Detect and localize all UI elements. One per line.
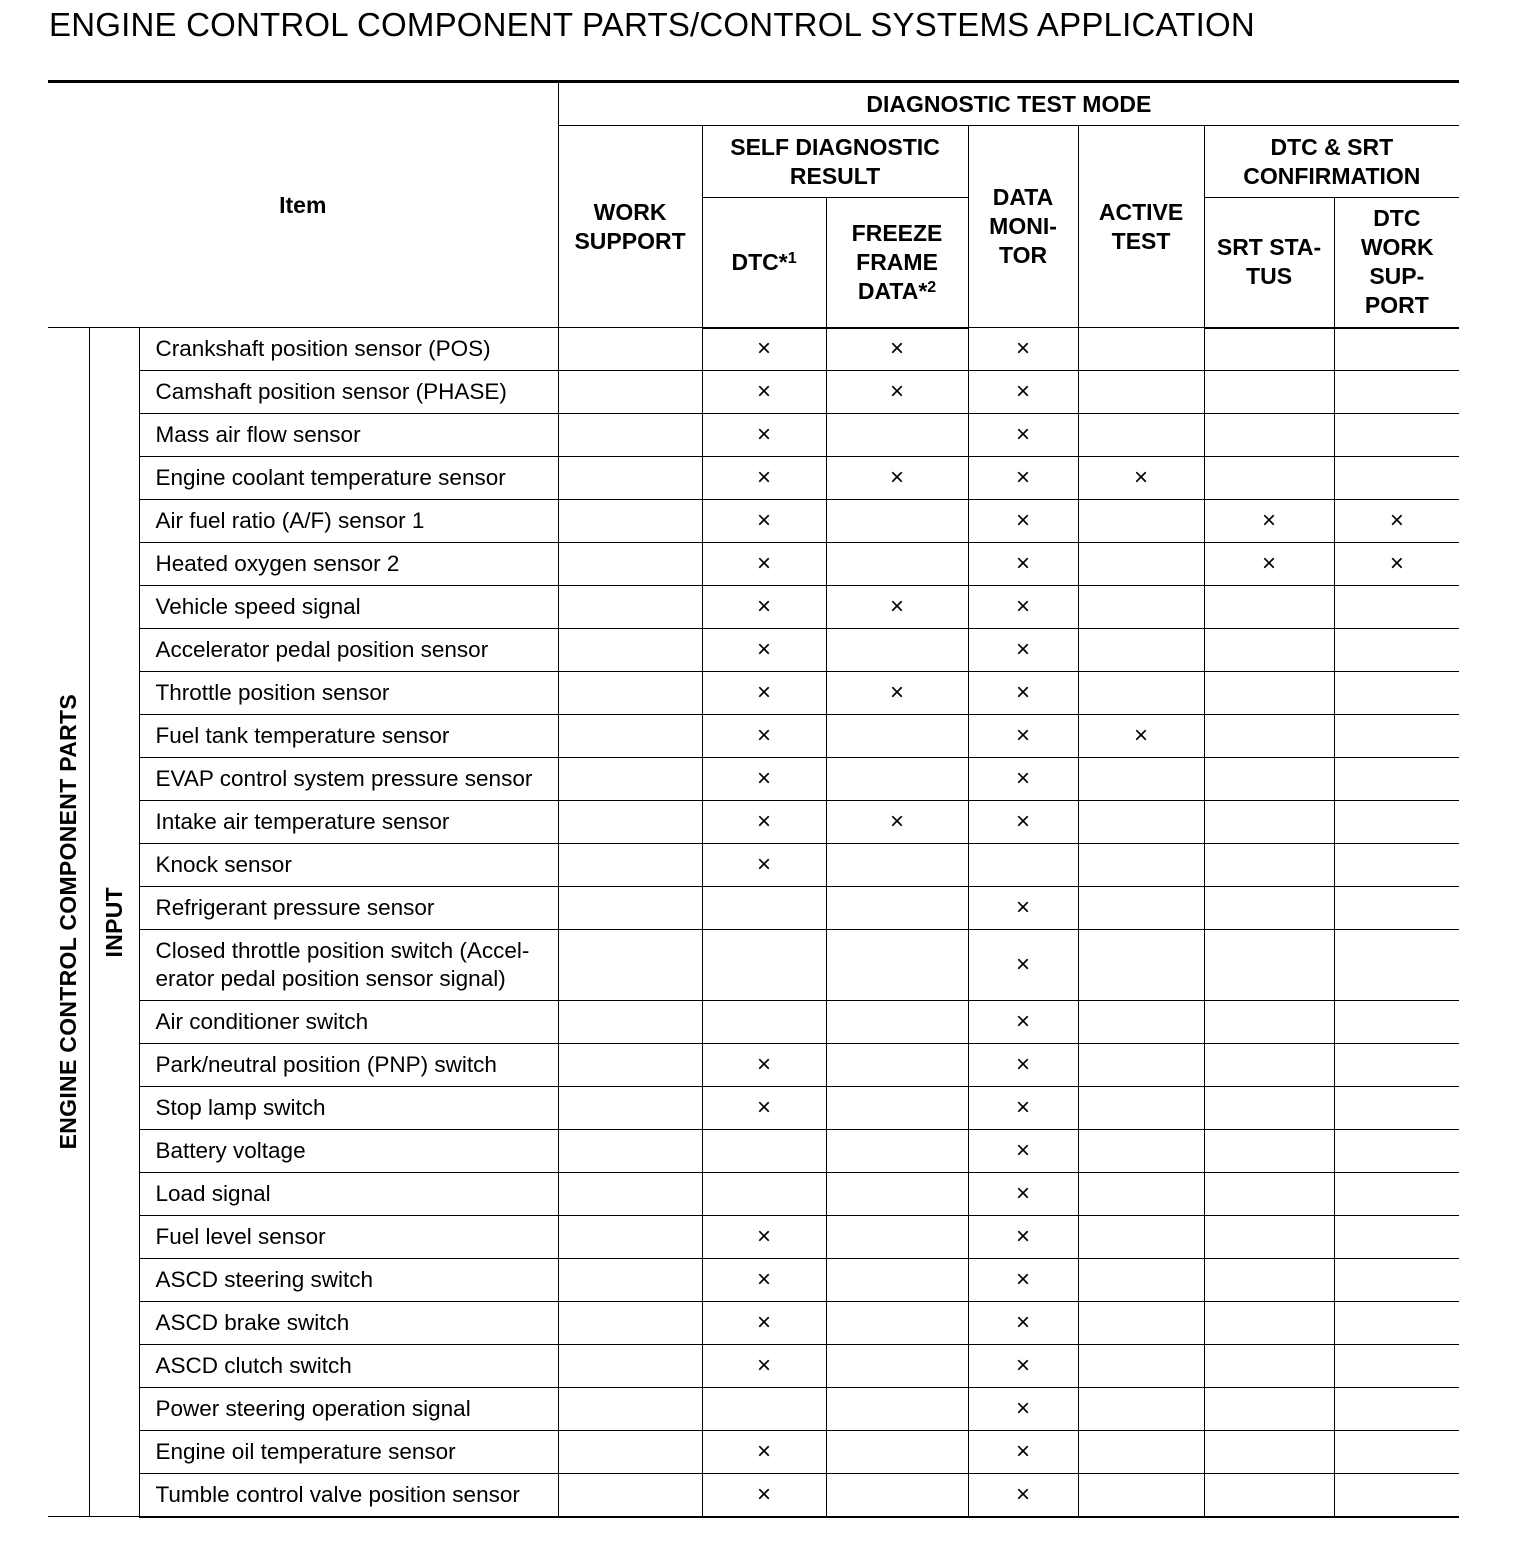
active-test-mark-cell bbox=[1078, 844, 1204, 887]
dtc-mark-cell: × bbox=[702, 328, 826, 371]
work-support-mark-cell bbox=[558, 1130, 702, 1173]
dtc-mark-cell bbox=[702, 930, 826, 1001]
freeze-frame-data-mark-cell bbox=[826, 844, 968, 887]
srt-status-mark-cell: × bbox=[1204, 500, 1334, 543]
data-monitor-mark-cell bbox=[968, 844, 1078, 887]
dtc-work-support-mark-cell bbox=[1334, 1388, 1459, 1431]
table-row bbox=[48, 414, 1459, 457]
data-monitor-mark-cell: × bbox=[968, 500, 1078, 543]
subgroup-label: INPUT bbox=[100, 886, 127, 958]
srt-status-mark-cell bbox=[1204, 1388, 1334, 1431]
dtc-work-support-mark-cell bbox=[1334, 801, 1459, 844]
item-cell: Power steering operation signal bbox=[139, 1388, 558, 1431]
freeze-frame-data-mark-cell: × bbox=[826, 371, 968, 414]
srt-status-mark-cell bbox=[1204, 1216, 1334, 1259]
active-test-header: ACTIVE TEST bbox=[1078, 126, 1204, 328]
table-row bbox=[48, 1173, 1459, 1216]
dtc-work-support-mark-cell bbox=[1334, 1173, 1459, 1216]
dtc-mark-cell: × bbox=[702, 715, 826, 758]
dtc-mark-cell: × bbox=[702, 1259, 826, 1302]
group-label: ENGINE CONTROL COMPONENT PARTS bbox=[54, 694, 81, 1150]
item-cell: Battery voltage bbox=[139, 1130, 558, 1173]
active-test-mark-cell bbox=[1078, 1474, 1204, 1517]
table-row bbox=[48, 1216, 1459, 1259]
item-cell: Air fuel ratio (A/F) sensor 1 bbox=[139, 500, 558, 543]
dtc-mark-cell: × bbox=[702, 1431, 826, 1474]
active-test-mark-cell bbox=[1078, 1173, 1204, 1216]
dtc-work-support-mark-cell: × bbox=[1334, 543, 1459, 586]
item-cell: Engine oil temperature sensor bbox=[139, 1431, 558, 1474]
dtc-mark-cell: × bbox=[702, 758, 826, 801]
subgroup-label-cell bbox=[89, 328, 139, 1517]
dtc-work-support-mark-cell bbox=[1334, 1302, 1459, 1345]
table-row bbox=[48, 629, 1459, 672]
work-support-mark-cell bbox=[558, 887, 702, 930]
dtc-work-support-mark-cell: × bbox=[1334, 500, 1459, 543]
table-row bbox=[48, 758, 1459, 801]
dtc-mark-cell bbox=[702, 1173, 826, 1216]
freeze-frame-data-mark-cell bbox=[826, 1173, 968, 1216]
item-cell: Heated oxygen sensor 2 bbox=[139, 543, 558, 586]
table-row bbox=[48, 1345, 1459, 1388]
table-row bbox=[48, 844, 1459, 887]
srt-status-mark-cell bbox=[1204, 887, 1334, 930]
active-test-mark-cell bbox=[1078, 1259, 1204, 1302]
active-test-mark-cell bbox=[1078, 414, 1204, 457]
active-test-mark-cell bbox=[1078, 1345, 1204, 1388]
active-test-mark-cell bbox=[1078, 371, 1204, 414]
srt-status-mark-cell bbox=[1204, 801, 1334, 844]
data-monitor-mark-cell: × bbox=[968, 672, 1078, 715]
table-row bbox=[48, 543, 1459, 586]
freeze-frame-data-mark-cell bbox=[826, 758, 968, 801]
data-monitor-mark-cell: × bbox=[968, 887, 1078, 930]
dtc-work-support-mark-cell bbox=[1334, 371, 1459, 414]
table-row bbox=[48, 715, 1459, 758]
work-support-mark-cell bbox=[558, 328, 702, 371]
dtc-footnote-marker: 1 bbox=[787, 249, 797, 267]
table-row bbox=[48, 1388, 1459, 1431]
work-support-mark-cell bbox=[558, 629, 702, 672]
active-test-mark-cell bbox=[1078, 586, 1204, 629]
data-monitor-mark-cell: × bbox=[968, 457, 1078, 500]
data-monitor-mark-cell: × bbox=[968, 1259, 1078, 1302]
item-cell: Refrigerant pressure sensor bbox=[139, 887, 558, 930]
matrix-body bbox=[48, 328, 1459, 1517]
data-monitor-mark-cell: × bbox=[968, 715, 1078, 758]
diagnostic-test-mode-header: DIAGNOSTIC TEST MODE bbox=[558, 82, 1459, 126]
freeze-frame-data-mark-cell bbox=[826, 414, 968, 457]
dtc-mark-cell: × bbox=[702, 414, 826, 457]
work-support-header: WORK SUPPORT bbox=[558, 126, 702, 328]
freeze-frame-data-mark-cell bbox=[826, 1044, 968, 1087]
table-row bbox=[48, 1431, 1459, 1474]
item-cell: Vehicle speed signal bbox=[139, 586, 558, 629]
item-cell: ASCD steering switch bbox=[139, 1259, 558, 1302]
table-row bbox=[48, 457, 1459, 500]
dtc-work-support-mark-cell bbox=[1334, 1259, 1459, 1302]
dtc-mark-cell bbox=[702, 887, 826, 930]
table-row bbox=[48, 500, 1459, 543]
srt-status-header: SRT STA- TUS bbox=[1204, 198, 1334, 328]
srt-status-mark-cell bbox=[1204, 844, 1334, 887]
table-row bbox=[48, 1302, 1459, 1345]
item-cell: EVAP control system pressure sensor bbox=[139, 758, 558, 801]
freeze-frame-data-mark-cell bbox=[826, 887, 968, 930]
active-test-mark-cell bbox=[1078, 887, 1204, 930]
active-test-mark-cell bbox=[1078, 1001, 1204, 1044]
active-test-mark-cell bbox=[1078, 1388, 1204, 1431]
freeze-frame-data-mark-cell bbox=[826, 1087, 968, 1130]
dtc-mark-cell: × bbox=[702, 1216, 826, 1259]
item-cell: Air conditioner switch bbox=[139, 1001, 558, 1044]
dtc-mark-cell: × bbox=[702, 1345, 826, 1388]
freeze-frame-data-mark-cell: × bbox=[826, 586, 968, 629]
active-test-mark-cell: × bbox=[1078, 715, 1204, 758]
active-test-mark-cell bbox=[1078, 1044, 1204, 1087]
data-monitor-mark-cell: × bbox=[968, 1001, 1078, 1044]
srt-status-mark-cell bbox=[1204, 930, 1334, 1001]
dtc-work-support-mark-cell bbox=[1334, 1001, 1459, 1044]
dtc-mark-cell: × bbox=[702, 371, 826, 414]
item-cell: Crankshaft position sensor (POS) bbox=[139, 328, 558, 371]
work-support-mark-cell bbox=[558, 1302, 702, 1345]
srt-status-mark-cell bbox=[1204, 1001, 1334, 1044]
freeze-frame-data-mark-cell bbox=[826, 500, 968, 543]
table-row bbox=[48, 586, 1459, 629]
work-support-mark-cell bbox=[558, 1259, 702, 1302]
data-monitor-header: DATA MONI- TOR bbox=[968, 126, 1078, 328]
data-monitor-mark-cell: × bbox=[968, 1388, 1078, 1431]
active-test-mark-cell bbox=[1078, 1431, 1204, 1474]
table-row bbox=[48, 1001, 1459, 1044]
work-support-mark-cell bbox=[558, 844, 702, 887]
dtc-mark-cell bbox=[702, 1130, 826, 1173]
data-monitor-mark-cell: × bbox=[968, 543, 1078, 586]
srt-status-mark-cell bbox=[1204, 414, 1334, 457]
dtc-work-support-mark-cell bbox=[1334, 414, 1459, 457]
active-test-mark-cell bbox=[1078, 1087, 1204, 1130]
freeze-frame-data-mark-cell bbox=[826, 1001, 968, 1044]
srt-status-mark-cell bbox=[1204, 1302, 1334, 1345]
diagnostic-matrix-table bbox=[48, 80, 1459, 1518]
work-support-mark-cell bbox=[558, 371, 702, 414]
srt-status-mark-cell bbox=[1204, 758, 1334, 801]
freeze-frame-data-mark-cell bbox=[826, 1216, 968, 1259]
data-monitor-mark-cell: × bbox=[968, 801, 1078, 844]
table-row bbox=[48, 328, 1459, 371]
data-monitor-mark-cell: × bbox=[968, 586, 1078, 629]
data-monitor-mark-cell: × bbox=[968, 371, 1078, 414]
work-support-mark-cell bbox=[558, 586, 702, 629]
item-cell: Knock sensor bbox=[139, 844, 558, 887]
work-support-mark-cell bbox=[558, 414, 702, 457]
work-support-mark-cell bbox=[558, 715, 702, 758]
dtc-work-support-mark-cell bbox=[1334, 586, 1459, 629]
freeze-frame-data-header: FREEZE FRAME DATA*$^2$ bbox=[826, 198, 968, 328]
dtc-mark-cell: × bbox=[702, 629, 826, 672]
data-monitor-mark-cell: × bbox=[968, 1173, 1078, 1216]
item-cell: Camshaft position sensor (PHASE) bbox=[139, 371, 558, 414]
item-cell: Intake air temperature sensor bbox=[139, 801, 558, 844]
data-monitor-mark-cell: × bbox=[968, 1216, 1078, 1259]
dtc-mark-cell: × bbox=[702, 457, 826, 500]
srt-status-mark-cell bbox=[1204, 1173, 1334, 1216]
dtc-work-support-mark-cell bbox=[1334, 758, 1459, 801]
srt-status-mark-cell bbox=[1204, 328, 1334, 371]
dtc-work-support-mark-cell bbox=[1334, 328, 1459, 371]
dtc-work-support-mark-cell bbox=[1334, 1044, 1459, 1087]
srt-status-mark-cell bbox=[1204, 1087, 1334, 1130]
item-cell: ASCD clutch switch bbox=[139, 1345, 558, 1388]
item-cell: Stop lamp switch bbox=[139, 1087, 558, 1130]
srt-status-mark-cell bbox=[1204, 1474, 1334, 1517]
item-cell: Fuel level sensor bbox=[139, 1216, 558, 1259]
active-test-mark-cell bbox=[1078, 1302, 1204, 1345]
freeze-frame-data-mark-cell bbox=[826, 1474, 968, 1517]
dtc-work-support-mark-cell bbox=[1334, 930, 1459, 1001]
dtc-work-support-mark-cell bbox=[1334, 1345, 1459, 1388]
dtc-srt-confirmation-header: DTC & SRT CONFIRMATION bbox=[1204, 126, 1459, 198]
page-title: ENGINE CONTROL COMPONENT PARTS/CONTROL SYSTEMS APPLICATION bbox=[49, 6, 1255, 43]
work-support-mark-cell bbox=[558, 500, 702, 543]
data-monitor-mark-cell: × bbox=[968, 930, 1078, 1001]
work-support-mark-cell bbox=[558, 543, 702, 586]
srt-status-mark-cell bbox=[1204, 1431, 1334, 1474]
group-label-cell bbox=[48, 328, 89, 1517]
item-cell: Load signal bbox=[139, 1173, 558, 1216]
work-support-mark-cell bbox=[558, 801, 702, 844]
srt-status-mark-cell bbox=[1204, 1044, 1334, 1087]
data-monitor-mark-cell: × bbox=[968, 1431, 1078, 1474]
active-test-mark-cell bbox=[1078, 930, 1204, 1001]
dtc-work-support-mark-cell bbox=[1334, 1130, 1459, 1173]
dtc-mark-cell: × bbox=[702, 500, 826, 543]
freeze-frame-data-mark-cell: × bbox=[826, 457, 968, 500]
freeze-frame-data-mark-cell bbox=[826, 1388, 968, 1431]
data-monitor-mark-cell: × bbox=[968, 414, 1078, 457]
srt-status-mark-cell bbox=[1204, 629, 1334, 672]
dtc-work-support-mark-cell bbox=[1334, 672, 1459, 715]
active-test-mark-cell bbox=[1078, 328, 1204, 371]
item-cell: Throttle position sensor bbox=[139, 672, 558, 715]
dtc-mark-cell: × bbox=[702, 801, 826, 844]
item-cell: Closed throttle position switch (Accel- erator pedal position sensor signal) bbox=[139, 930, 558, 1001]
srt-status-mark-cell bbox=[1204, 371, 1334, 414]
item-cell: Tumble control valve position sensor bbox=[139, 1474, 558, 1517]
dtc-work-support-mark-cell bbox=[1334, 1087, 1459, 1130]
active-test-mark-cell bbox=[1078, 543, 1204, 586]
freeze-frame-data-mark-cell bbox=[826, 629, 968, 672]
dtc-work-support-mark-cell bbox=[1334, 1474, 1459, 1517]
freeze-frame-data-mark-cell: × bbox=[826, 801, 968, 844]
table-row bbox=[48, 1044, 1459, 1087]
item-cell: Accelerator pedal position sensor bbox=[139, 629, 558, 672]
srt-status-mark-cell bbox=[1204, 1345, 1334, 1388]
dtc-mark-cell: × bbox=[702, 844, 826, 887]
active-test-mark-cell bbox=[1078, 758, 1204, 801]
work-support-mark-cell bbox=[558, 672, 702, 715]
work-support-mark-cell bbox=[558, 1173, 702, 1216]
table-row bbox=[48, 930, 1459, 1001]
table-row bbox=[48, 801, 1459, 844]
self-diagnostic-result-header: SELF DIAGNOSTIC RESULT bbox=[702, 126, 968, 198]
dtc-work-support-mark-cell bbox=[1334, 844, 1459, 887]
dtc-mark-cell: × bbox=[702, 1087, 826, 1130]
data-monitor-mark-cell: × bbox=[968, 1302, 1078, 1345]
item-cell: Fuel tank temperature sensor bbox=[139, 715, 558, 758]
dtc-header: DTC*$^1$ bbox=[702, 198, 826, 328]
work-support-mark-cell bbox=[558, 1044, 702, 1087]
freeze-frame-data-mark-cell bbox=[826, 1259, 968, 1302]
work-support-mark-cell bbox=[558, 1345, 702, 1388]
dtc-work-support-mark-cell bbox=[1334, 457, 1459, 500]
dtc-mark-cell: × bbox=[702, 586, 826, 629]
srt-status-mark-cell bbox=[1204, 1130, 1334, 1173]
srt-status-mark-cell bbox=[1204, 672, 1334, 715]
work-support-mark-cell bbox=[558, 1216, 702, 1259]
table-row bbox=[48, 887, 1459, 930]
dtc-mark-cell: × bbox=[702, 543, 826, 586]
work-support-mark-cell bbox=[558, 1431, 702, 1474]
work-support-mark-cell bbox=[558, 1474, 702, 1517]
work-support-mark-cell bbox=[558, 758, 702, 801]
srt-status-mark-cell bbox=[1204, 586, 1334, 629]
active-test-mark-cell bbox=[1078, 672, 1204, 715]
work-support-mark-cell bbox=[558, 1388, 702, 1431]
dtc-mark-cell bbox=[702, 1001, 826, 1044]
freeze-frame-data-mark-cell bbox=[826, 543, 968, 586]
active-test-mark-cell bbox=[1078, 1130, 1204, 1173]
data-monitor-mark-cell: × bbox=[968, 1130, 1078, 1173]
table-row bbox=[48, 1087, 1459, 1130]
active-test-mark-cell bbox=[1078, 801, 1204, 844]
work-support-mark-cell bbox=[558, 1001, 702, 1044]
dtc-mark-cell: × bbox=[702, 1474, 826, 1517]
data-monitor-mark-cell: × bbox=[968, 1087, 1078, 1130]
item-cell: Park/neutral position (PNP) switch bbox=[139, 1044, 558, 1087]
freeze-frame-data-mark-cell bbox=[826, 1130, 968, 1173]
active-test-mark-cell: × bbox=[1078, 457, 1204, 500]
item-cell: ASCD brake switch bbox=[139, 1302, 558, 1345]
active-test-mark-cell bbox=[1078, 1216, 1204, 1259]
work-support-mark-cell bbox=[558, 1087, 702, 1130]
item-header: Item bbox=[48, 82, 558, 328]
freeze-frame-data-mark-cell bbox=[826, 1302, 968, 1345]
dtc-work-support-mark-cell bbox=[1334, 1431, 1459, 1474]
table-row bbox=[48, 1474, 1459, 1517]
data-monitor-mark-cell: × bbox=[968, 758, 1078, 801]
data-monitor-mark-cell: × bbox=[968, 1044, 1078, 1087]
item-cell: Mass air flow sensor bbox=[139, 414, 558, 457]
active-test-mark-cell bbox=[1078, 500, 1204, 543]
dtc-mark-cell bbox=[702, 1388, 826, 1431]
work-support-mark-cell bbox=[558, 930, 702, 1001]
dtc-mark-cell: × bbox=[702, 1044, 826, 1087]
dtc-mark-cell: × bbox=[702, 672, 826, 715]
srt-status-mark-cell: × bbox=[1204, 543, 1334, 586]
data-monitor-mark-cell: × bbox=[968, 1474, 1078, 1517]
srt-status-mark-cell bbox=[1204, 715, 1334, 758]
dtc-work-support-mark-cell bbox=[1334, 715, 1459, 758]
table-row bbox=[48, 672, 1459, 715]
srt-status-mark-cell bbox=[1204, 1259, 1334, 1302]
freeze-frame-data-mark-cell: × bbox=[826, 672, 968, 715]
data-monitor-mark-cell: × bbox=[968, 629, 1078, 672]
dtc-work-support-mark-cell bbox=[1334, 1216, 1459, 1259]
data-monitor-mark-cell: × bbox=[968, 328, 1078, 371]
freeze-frame-data-mark-cell bbox=[826, 715, 968, 758]
freeze-frame-data-mark-cell: × bbox=[826, 328, 968, 371]
freeze-footnote-marker: 2 bbox=[927, 278, 937, 296]
srt-status-mark-cell bbox=[1204, 457, 1334, 500]
table-row bbox=[48, 1130, 1459, 1173]
table-row bbox=[48, 371, 1459, 414]
dtc-mark-cell: × bbox=[702, 1302, 826, 1345]
data-monitor-mark-cell: × bbox=[968, 1345, 1078, 1388]
item-cell: Engine coolant temperature sensor bbox=[139, 457, 558, 500]
freeze-frame-data-mark-cell bbox=[826, 930, 968, 1001]
dtc-work-support-mark-cell bbox=[1334, 887, 1459, 930]
work-support-mark-cell bbox=[558, 457, 702, 500]
dtc-work-support-header: DTC WORK SUP- PORT bbox=[1334, 198, 1459, 328]
dtc-work-support-mark-cell bbox=[1334, 629, 1459, 672]
freeze-frame-data-mark-cell bbox=[826, 1345, 968, 1388]
table-row bbox=[48, 1259, 1459, 1302]
freeze-frame-data-mark-cell bbox=[826, 1431, 968, 1474]
active-test-mark-cell bbox=[1078, 629, 1204, 672]
